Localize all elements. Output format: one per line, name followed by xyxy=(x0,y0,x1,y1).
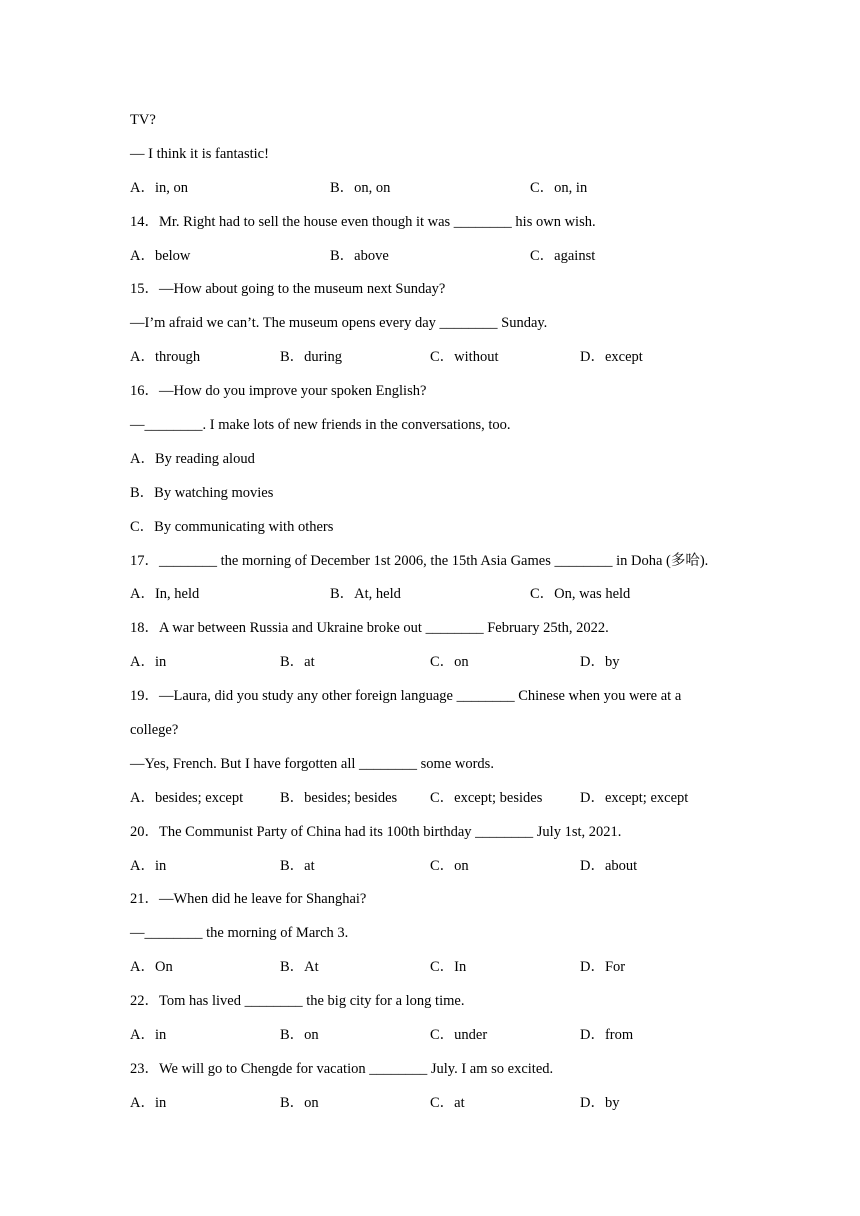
option-a: A．in xyxy=(130,1094,167,1111)
option-d: D．except xyxy=(580,349,643,366)
option-d: D．by xyxy=(580,1094,620,1111)
question-text: TV? xyxy=(130,112,156,128)
option-c: C．without xyxy=(430,349,499,366)
question-23: 23．We will go to Chengde for vacation ________ July. I am so excited. xyxy=(130,1060,554,1077)
question-14: 14．Mr. Right had to sell the house even though it was ________ his own wish. xyxy=(130,213,596,230)
option-a: A．in xyxy=(130,654,167,671)
option-b: B．on xyxy=(280,1027,319,1044)
question-16: 16．—How do you improve your spoken English? xyxy=(130,383,427,400)
options-row-q15 xyxy=(130,341,770,375)
option-d: D．about xyxy=(580,857,638,874)
option-b: B．on xyxy=(280,1094,319,1111)
options-row-q21 xyxy=(130,951,770,985)
option-c: C．against xyxy=(530,247,596,264)
question-15-reply: —I’m afraid we can’t. The museum opens every day ________ Sunday. xyxy=(130,315,548,332)
option-b: B．above xyxy=(330,247,389,264)
question-18: 18．A war between Russia and Ukraine broke out ________ February 25th, 2022. xyxy=(130,620,609,637)
option-b: B．By watching movies xyxy=(130,484,274,501)
question-21-reply: —________ the morning of March 3. xyxy=(130,925,349,942)
option-d: D．by xyxy=(580,654,620,671)
options-row-q20 xyxy=(130,850,770,884)
question-19-reply: —Yes, French. But I have forgotten all ________ some words. xyxy=(130,755,494,772)
option-c: C．on xyxy=(430,654,469,671)
option-b: B．at xyxy=(280,654,315,671)
option-c: C．On, was held xyxy=(530,586,631,603)
options-row-q23 xyxy=(130,1087,770,1121)
option-a: A．in, on xyxy=(130,179,188,196)
options-row-q13 xyxy=(130,172,770,206)
option-c: C．on, in xyxy=(530,179,588,196)
option-b: B．At, held xyxy=(330,586,401,603)
question-21: 21．—When did he leave for Shanghai? xyxy=(130,891,367,908)
option-c: C．at xyxy=(430,1094,465,1111)
question-20: 20．The Communist Party of China had its 100th birthday ________ July 1st, 2021. xyxy=(130,823,622,840)
question-19: 19．—Laura, did you study any other foreign language ________ Chinese when you were at a xyxy=(130,688,682,705)
option-c: C．on xyxy=(430,857,469,874)
option-b: B．besides; besides xyxy=(280,789,398,806)
option-b: B．At xyxy=(280,959,319,976)
option-a: A．In, held xyxy=(130,586,200,603)
option-a: A．On xyxy=(130,959,173,976)
options-row-q14 xyxy=(130,240,770,274)
option-a: A．through xyxy=(130,349,201,366)
option-a: A．in xyxy=(130,1027,167,1044)
question-16-reply: —________. I make lots of new friends in the conversations, too. xyxy=(130,417,511,434)
options-row-q22 xyxy=(130,1019,770,1053)
option-c: C．By communicating with others xyxy=(130,518,334,535)
question-22: 22．Tom has lived ________ the big city for a long time. xyxy=(130,993,465,1010)
options-row-q18 xyxy=(130,646,770,680)
question-15: 15．—How about going to the museum next Sunday? xyxy=(130,281,446,298)
document-page xyxy=(130,104,770,1121)
option-d: D．For xyxy=(580,959,626,976)
answer-text: — I think it is fantastic! xyxy=(130,145,269,162)
question-17: 17．________ the morning of December 1st 2006, the 15th Asia Games ________ in Doha (多哈). xyxy=(130,552,709,569)
option-d: D．from xyxy=(580,1027,634,1044)
question-19-cont: college? xyxy=(130,722,179,739)
options-row-q19 xyxy=(130,782,770,816)
option-d: D．except; except xyxy=(580,789,689,806)
option-a: A．By reading aloud xyxy=(130,450,255,467)
option-b: B．at xyxy=(280,857,315,874)
option-a: A．in xyxy=(130,857,167,874)
option-c: C．under xyxy=(430,1027,488,1044)
option-b: B．during xyxy=(280,349,343,366)
option-c: C．except; besides xyxy=(430,789,543,806)
option-c: C．In xyxy=(430,959,467,976)
option-a: A．besides; except xyxy=(130,789,244,806)
option-b: B．on, on xyxy=(330,179,391,196)
option-a: A．below xyxy=(130,247,191,264)
options-row-q17 xyxy=(130,578,770,612)
